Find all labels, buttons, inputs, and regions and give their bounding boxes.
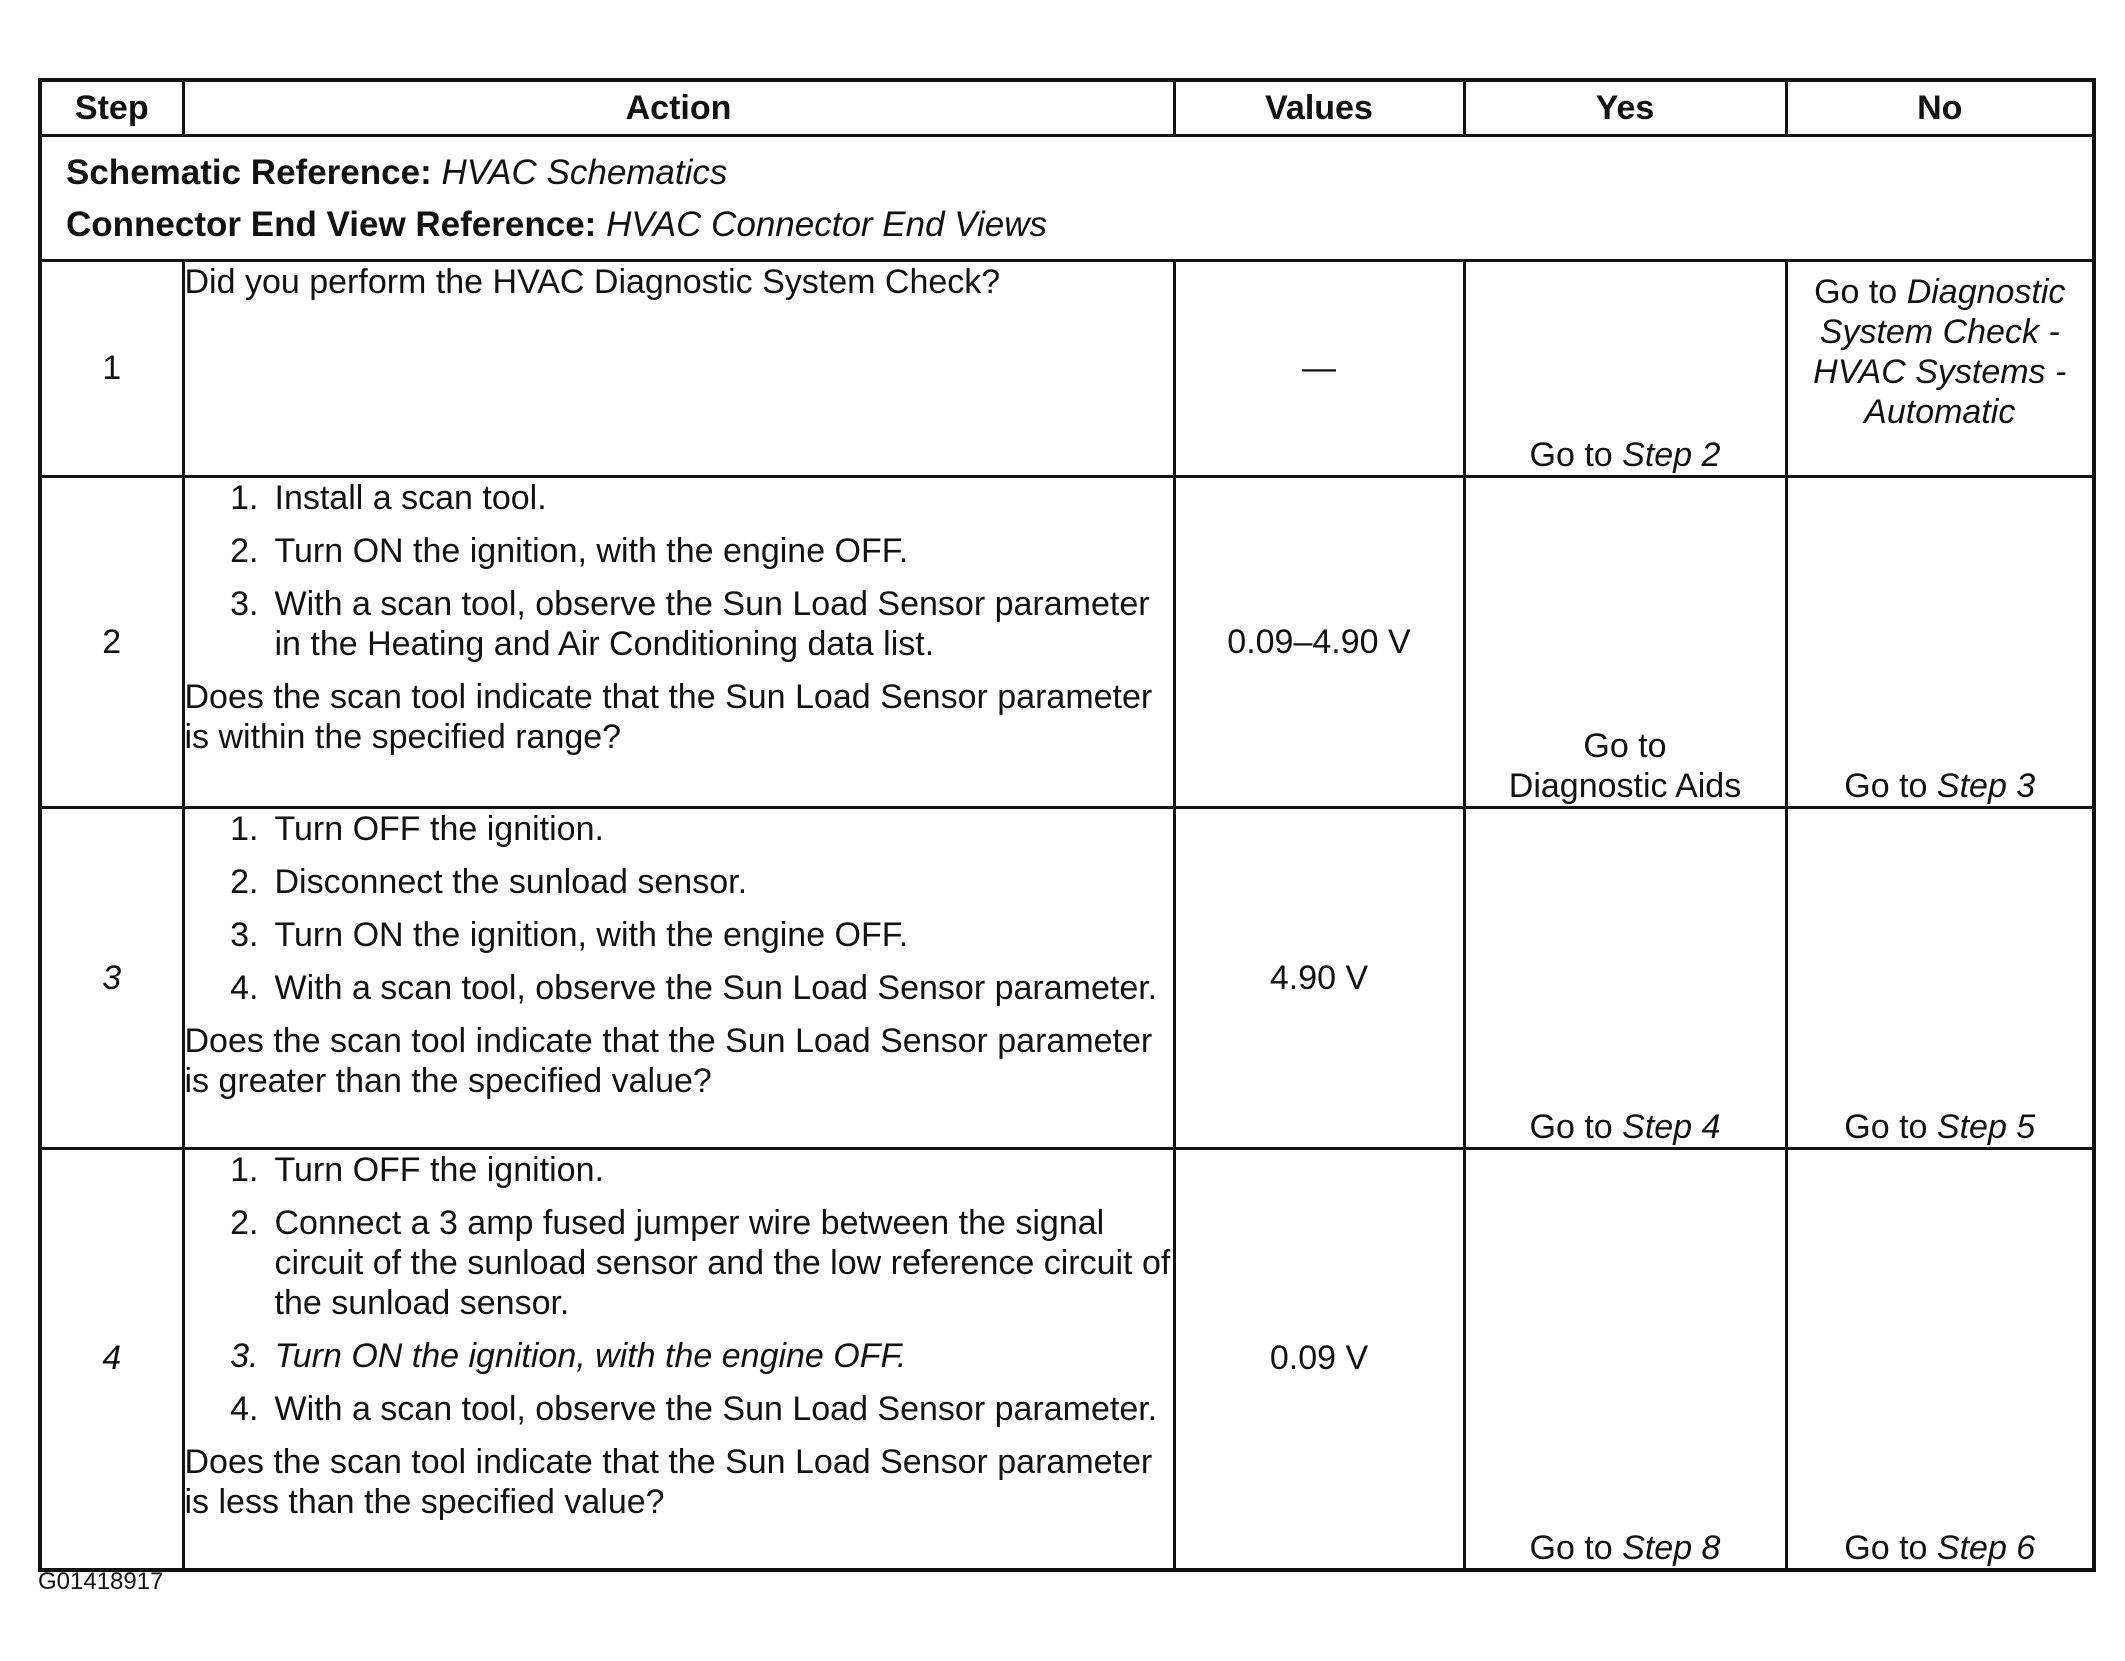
action-question: Did you perform the HVAC Diagnostic System Check? (184, 263, 1001, 301)
action-step-text: Turn OFF the ignition. (274, 810, 604, 848)
yes-link[interactable]: Step 2 (1622, 436, 1721, 474)
connector-reference-label: Connector End View Reference: (66, 205, 597, 244)
action-question: Does the scan tool indicate that the Sun Load Sensor parameter is within the specified range? (184, 678, 1153, 756)
step-row-3 (40, 808, 2094, 1149)
header-no: No (1786, 80, 2094, 136)
step-row-2 (40, 477, 2094, 808)
action-cell (183, 808, 1174, 1149)
action-step-text: With a scan tool, observe the Sun Load Sensor parameter. (274, 1390, 1158, 1428)
yes-link[interactable]: Diagnostic Aids (1508, 767, 1742, 805)
action-step (185, 1336, 1173, 1376)
yes-link[interactable]: Step 4 (1622, 1108, 1721, 1146)
action-step (185, 809, 1173, 849)
yes-cell (1464, 477, 1786, 808)
action-step-text: Turn ON the ignition, with the engine OFF. (274, 1337, 907, 1375)
action-steps (185, 1150, 1173, 1429)
connector-reference-link[interactable]: HVAC Connector End Views (606, 205, 1048, 244)
step-row-4 (40, 1149, 2094, 1570)
action-step-text: Connect a 3 amp fused jumper wire between the signal circuit of the sunload sensor and the low reference circuit of the sunload sensor. (274, 1204, 1171, 1322)
step-number: 4 (40, 1149, 183, 1570)
action-steps (185, 478, 1173, 664)
action-step-text: Install a scan tool. (274, 479, 547, 517)
step-number: 3 (40, 808, 183, 1149)
no-cell (1786, 261, 2094, 477)
action-steps (185, 809, 1173, 1008)
action-step-text: With a scan tool, observe the Sun Load Sensor parameter. (274, 969, 1158, 1007)
action-question: Does the scan tool indicate that the Sun Load Sensor parameter is greater than the specified value? (184, 1022, 1153, 1100)
no-cell (1786, 477, 2094, 808)
header-yes: Yes (1464, 80, 1786, 136)
diagnostic-table (38, 78, 2096, 1572)
action-cell (183, 477, 1174, 808)
action-step (185, 1203, 1173, 1323)
action-step-number: 3. (230, 916, 259, 954)
action-step-number: 4. (230, 1390, 259, 1428)
yes-prefix: Go to (1529, 1108, 1613, 1146)
header-action: Action (183, 80, 1174, 136)
header-values: Values (1174, 80, 1464, 136)
yes-cell (1464, 1149, 1786, 1570)
reference-cell (40, 136, 2094, 261)
header-row (40, 80, 2094, 136)
action-step-number: 1. (230, 1151, 259, 1189)
step-row-1 (40, 261, 2094, 477)
action-step-number: 2. (230, 1204, 259, 1242)
action-step-text: Turn OFF the ignition. (274, 1151, 604, 1189)
action-step-text: With a scan tool, observe the Sun Load Sensor parameter in the Heating and Air Conditioning data list. (274, 585, 1150, 663)
no-prefix: Go to (1844, 1528, 1928, 1567)
figure-id: G01418917 (38, 1568, 164, 1595)
yes-prefix: Go to (1583, 727, 1667, 765)
action-step-text: Turn ON the ignition, with the engine OFF. (274, 532, 909, 570)
header-step: Step (40, 80, 183, 136)
step-number: 2 (40, 477, 183, 808)
yes-cell (1464, 261, 1786, 477)
action-step-number: 4. (230, 969, 259, 1007)
no-prefix: Go to (1844, 1108, 1928, 1146)
action-step-number: 3. (230, 1337, 259, 1375)
values-cell: 0.09–4.90 V (1174, 477, 1464, 808)
yes-prefix: Go to (1529, 1528, 1613, 1567)
reference-row (40, 136, 2094, 261)
action-step-text: Turn ON the ignition, with the engine OFF. (274, 916, 909, 954)
action-step (185, 915, 1173, 955)
values-cell: — (1174, 261, 1464, 477)
action-step (185, 531, 1173, 571)
values-cell: 0.09 V (1174, 1149, 1464, 1570)
action-step-number: 2. (230, 532, 259, 570)
action-question: Does the scan tool indicate that the Sun Load Sensor parameter is less than the specified value? (184, 1443, 1153, 1521)
action-step-number: 1. (230, 810, 259, 848)
no-prefix: Go to (1814, 273, 1898, 311)
schematic-reference-label: Schematic Reference: (66, 153, 432, 192)
yes-prefix: Go to (1529, 436, 1613, 474)
connector-reference (66, 199, 2092, 251)
action-step (185, 968, 1173, 1008)
action-step (185, 1150, 1173, 1190)
step-number: 1 (40, 261, 183, 477)
yes-cell (1464, 808, 1786, 1149)
action-step (185, 478, 1173, 518)
schematic-reference-link[interactable]: HVAC Schematics (441, 153, 728, 192)
no-cell (1786, 1149, 2094, 1570)
action-cell (183, 261, 1174, 477)
action-step-text: Disconnect the sunload sensor. (274, 863, 748, 901)
no-link[interactable]: Step 6 (1936, 1528, 2036, 1567)
no-cell (1786, 808, 2094, 1149)
no-prefix: Go to (1844, 767, 1928, 805)
yes-link[interactable]: Step 8 (1622, 1528, 1721, 1567)
action-cell (183, 1149, 1174, 1570)
schematic-reference (66, 147, 2092, 199)
action-step (185, 1389, 1173, 1429)
action-step-number: 2. (230, 863, 259, 901)
action-step-number: 1. (230, 479, 259, 517)
no-link[interactable]: Step 5 (1936, 1108, 2036, 1146)
action-step-number: 3. (230, 585, 259, 623)
no-link[interactable]: Step 3 (1936, 767, 2036, 805)
no-link[interactable]: Diagnostic System Check - HVAC Systems - Automatic (1813, 273, 2067, 431)
values-cell: 4.90 V (1174, 808, 1464, 1149)
action-step (185, 862, 1173, 902)
action-step (185, 584, 1173, 664)
